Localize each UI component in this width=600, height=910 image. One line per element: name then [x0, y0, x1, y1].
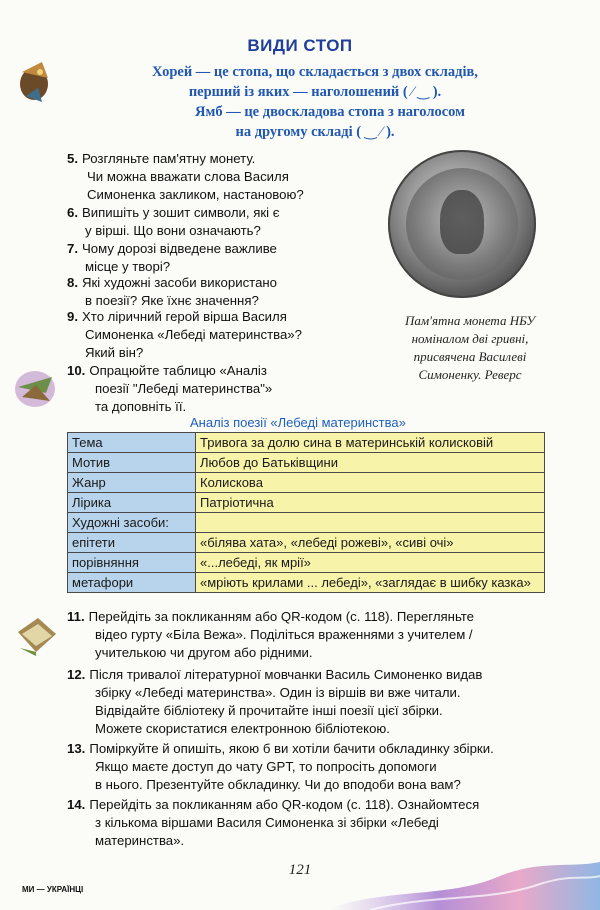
table-row: Мотив Любов до Батьківщини [68, 453, 545, 473]
coin-portrait [406, 168, 518, 280]
bird-icon [12, 58, 56, 106]
table-row: епітети «білява хата», «лебеді рожеві», «сиві очі» [68, 533, 545, 553]
definition-line-4: на другому складі ( ‿ ⁄ ). [235, 124, 395, 140]
definition-line-1: Хорей — це стопа, що складається з двох складів, [152, 64, 478, 80]
table-row: Тема Тривога за долю сина в материнській колисковій [68, 433, 545, 453]
definition-line-2: перший із яких — наголошений ( ⁄ ‿ ). [188, 84, 442, 100]
table-row: Жанр Колискова [68, 473, 545, 493]
question-14: 14. Перейдіть за покликанням або QR-кодом (с. 118). Ознайомтеся з кількома віршами Василя Симоненка зі збірки «Лебеді материнства». [67, 797, 480, 848]
decorative-swirl [330, 858, 600, 910]
table-title: Аналіз поезії «Лебеді материнства» [190, 415, 406, 430]
question-10: 10. Опрацюйте таблицю «Аналіз поезії "Лебеді материнства"» та доповніть її. [67, 363, 273, 414]
question-12: 12. Після тривалої літературної мовчанки Василь Симоненко видав збірку «Лебеді материнства». Один із віршів ви вже читали. Відвідайте бібліотеку й прочитайте інші поезії цієї збірки. Можете скористатися електронною бібліотекою. [67, 667, 483, 736]
table-row: Художні засоби: [68, 513, 545, 533]
dragonfly-icon [12, 367, 58, 411]
analysis-table [67, 432, 545, 593]
coin-caption: Пам'ятна монета НБУ номіналом дві гривні, присвячена Василеві Симоненку. Реверс [404, 313, 536, 382]
question-6: 6. Випишіть у зошит символи, які є у вірші. Що вони означають? [67, 205, 280, 238]
foot-definitions [80, 62, 550, 142]
question-8: 8. Які художні засоби використано в поезії? Яке їхнє значення? [67, 275, 278, 308]
table-row: Лірика Патріотична [68, 493, 545, 513]
commemorative-coin [388, 150, 536, 298]
series-brand: МИ — УКРАЇНЦІ [22, 885, 84, 894]
question-7: 7. Чому дорозі відведене важливе місце у творі? [67, 241, 277, 274]
table-row: порівняння «...лебеді, як мрії» [68, 553, 545, 573]
book-icon [12, 612, 60, 662]
trochee-symbol: ⁄ ‿ [407, 84, 433, 100]
question-11: 11. Перейдіть за покликанням або QR-кодом (с. 118). Перегляньте відео гурту «Біла Вежа». Поділіться враженнями з учителем / учителькою чи другом або рідними. [67, 609, 475, 660]
section-heading: ВИДИ СТОП [247, 36, 353, 55]
page-number: 121 [288, 862, 312, 878]
question-9: 9. Хто ліричний герой вірша Василя Симоненка «Лебеді материнства»? Який він? [67, 309, 302, 360]
definition-line-3: Ямб — це двоскладова стопа з наголосом [194, 104, 466, 120]
question-13: 13. Поміркуйте й опишіть, якою б ви хотіли бачити обкладинку збірки. Якщо маєте доступ до чату GPT, то попросіть допомоги в нього. Презентуйте обкладинку. Чи до вподоби вона вам? [67, 741, 494, 792]
iamb-symbol: ‿ ⁄ [361, 124, 387, 140]
question-5: 5. Розгляньте пам'ятну монету. Чи можна вважати слова Василя Симоненка закликом, настановою? [67, 151, 304, 202]
table-row: метафори «мріють крилами ... лебеді», «заглядає в шибку казка» [68, 573, 545, 593]
